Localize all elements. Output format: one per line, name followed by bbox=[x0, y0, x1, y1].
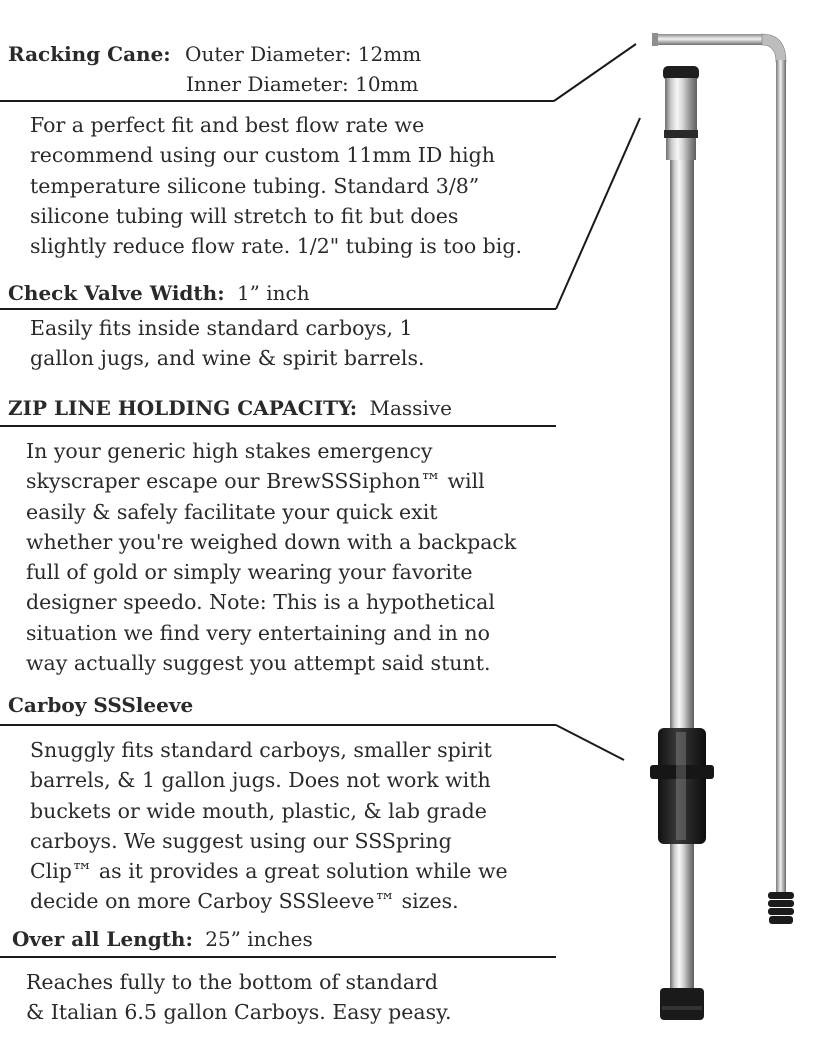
text-line: gallon jugs, and wine & spirit barrels. bbox=[30, 346, 425, 371]
text-line: carboys. We suggest using our SSSpring bbox=[30, 828, 452, 853]
outer-diameter-value: Outer Diameter: 12mm bbox=[185, 42, 422, 66]
text-line: & Italian 6.5 gallon Carboys. Easy peasy. bbox=[26, 1000, 452, 1025]
inner-diameter-value: Inner Diameter: 10mm bbox=[186, 72, 419, 96]
text-line: whether you're weighed down with a backpack bbox=[26, 529, 517, 554]
text-line: Reaches fully to the bottom of standard bbox=[26, 970, 438, 994]
text-line: temperature silicone tubing. Standard 3/8” bbox=[30, 173, 480, 198]
text-line: Snuggly fits standard carboys, smaller spirit bbox=[30, 738, 492, 762]
text-line: silicone tubing will stretch to fit but does bbox=[30, 203, 459, 228]
text-line: Clip™ as it provides a great solution while we bbox=[30, 859, 508, 884]
text-line: buckets or wide mouth, plastic, & lab grade bbox=[30, 798, 487, 823]
callout-line-check-valve bbox=[556, 118, 640, 309]
text-line: easily & safely facilitate your quick exit bbox=[26, 499, 438, 524]
text-line: skyscraper escape our BrewSSSiphon™ will bbox=[26, 469, 485, 494]
zip-line-value: Massive bbox=[369, 396, 452, 420]
text-line: way actually suggest you attempt said stunt. bbox=[26, 651, 491, 676]
zip-line-label: ZIP LINE HOLDING CAPACITY: bbox=[8, 396, 358, 420]
overall-length-value: 25” inches bbox=[205, 927, 313, 951]
check-valve-value: 1” inch bbox=[236, 281, 310, 305]
callout-line-racking-cane bbox=[554, 44, 636, 101]
rubber-tip-bottom bbox=[768, 892, 794, 924]
overall-length-label: Over all Length: bbox=[12, 927, 193, 951]
text-line: barrels, & 1 gallon jugs. Does not work with bbox=[30, 768, 491, 793]
check-valve-cap bbox=[660, 988, 704, 1020]
callout-line-sssleeve bbox=[556, 725, 624, 760]
check-valve-label: Check Valve Width: bbox=[8, 281, 225, 305]
text-line: situation we find very entertaining and in no bbox=[26, 620, 490, 645]
racking-cane-label: Racking Cane: bbox=[8, 42, 171, 66]
text-line: In your generic high stakes emergency bbox=[26, 439, 433, 463]
main-racking-cane bbox=[650, 66, 714, 1020]
top-cap bbox=[663, 66, 699, 80]
text-line: Easily fits inside standard carboys, 1 bbox=[30, 316, 413, 340]
text-line: designer speedo. Note: This is a hypothetical bbox=[26, 590, 495, 615]
text-line: For a perfect fit and best flow rate we bbox=[30, 113, 425, 137]
text-line: recommend using our custom 11mm ID high bbox=[30, 143, 495, 168]
carboy-sssleeve-label: Carboy SSSleeve bbox=[8, 693, 194, 717]
o-ring bbox=[664, 130, 698, 138]
text-line: slightly reduce flow rate. 1/2" tubing is too big. bbox=[30, 234, 522, 259]
carboy-sssleeve-bung bbox=[650, 728, 714, 844]
text-line: full of gold or simply wearing your favorite bbox=[26, 560, 473, 585]
text-line: decide on more Carboy SSSleeve™ sizes. bbox=[30, 889, 459, 914]
